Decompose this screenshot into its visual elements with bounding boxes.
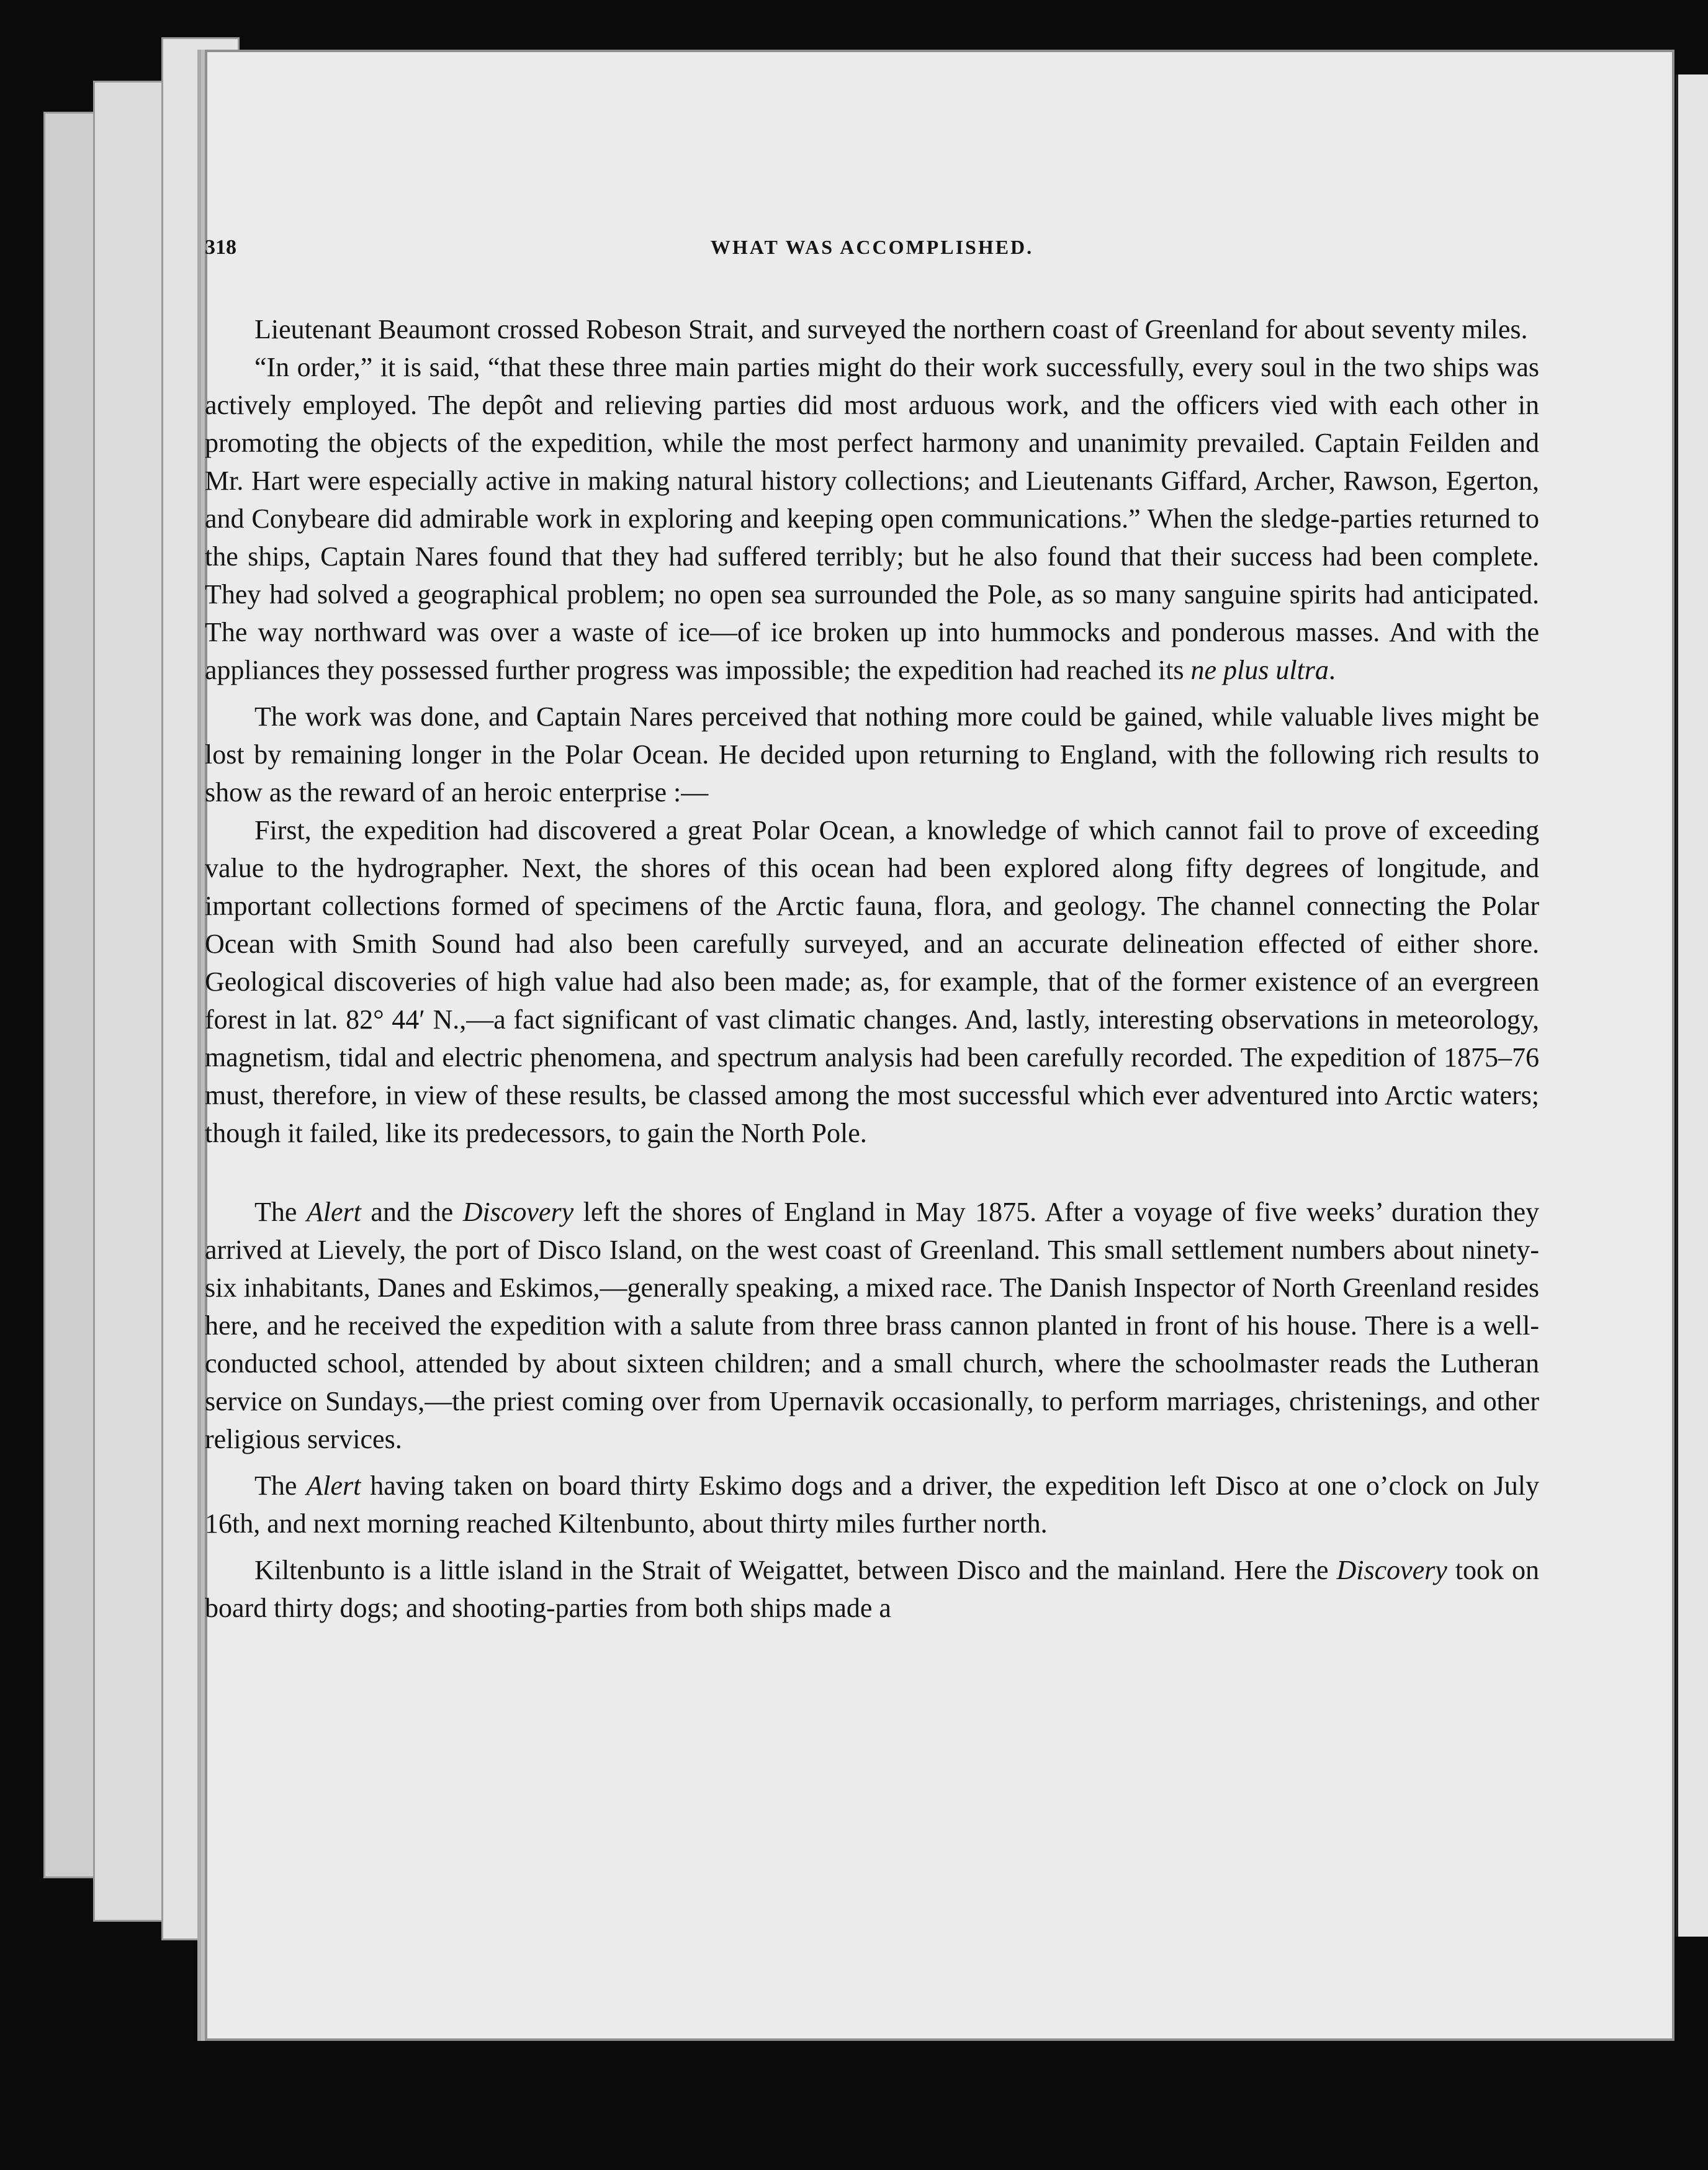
page-header bbox=[205, 186, 1539, 259]
paragraph: The Alert and the Discovery left the shores of England in May 1875. After a voyage of five weeks’ duration they arrived at Lievely, the port of Disco Island, on the west coast of Greenland. This small settlement numbers about ninety-six inhabitants, Danes and Eskimos,—generally speaking, a mixed race. The Danish Inspector of North Greenland resides here, and he received the expedition with a salute from three brass cannon planted in front of his house. There is a well-conducted school, attended by about sixteen children; and a small church, where the schoolmaster reads the Lutheran service on Sundays,—the priest coming over from Upernavik occasionally, to perform marriages, christenings, and other religious services. bbox=[205, 1197, 1540, 1454]
italic-phrase: ne plus ultra bbox=[1190, 655, 1329, 685]
page-number: 318 bbox=[205, 236, 236, 259]
ship-name: Alert bbox=[306, 1197, 361, 1227]
facing-page-edge bbox=[1676, 74, 1708, 1937]
paragraph: First, the expedition had discovered a great Polar Ocean, a knowledge of which cannot fail to prove of exceeding value to the hydrographer. Next, the shores of this ocean had been explored along fifty degrees of longitude, and important collections formed of specimens of the Arctic fauna, flora, and geology. The channel connecting the Polar Ocean with Smith Sound had also been carefully surveyed, and an accurate delineation effected of either shore. Geological discoveries of high value had also been made; as, for example, that of the former existence of an evergreen forest in lat. 82° 44′ N.,—a fact significant of vast climatic changes. And, lastly, interesting observations in meteorology, magnetism, tidal and electric phenomena, and spectrum analysis had been carefully recorded. The expedition of 1875–76 must, therefore, in view of these results, be classed among the most successful which ever adventured into Arctic waters; though it failed, like its predecessors, to gain the North Pole. bbox=[205, 815, 1539, 1148]
paragraph: The work was done, and Captain Nares perceived that nothing more could be gained, while valuable lives might be lost by remaining longer in the Polar Ocean. He decided upon returning to England, with the following rich results to show as the reward of an heroic enterprise :— bbox=[205, 701, 1539, 808]
body-text bbox=[205, 310, 1539, 1627]
ship-name: Discovery bbox=[1336, 1555, 1447, 1585]
running-head: WHAT WAS ACCOMPLISHED. bbox=[710, 236, 1034, 258]
paragraph: “In order,” it is said, “that these three main parties might do their work successfully, every soul in the two ships was actively employed. The depôt and relieving parties did most arduous work, and the officers vied with each other in promoting the objects of the expedition, while the most perfect harmony and unanimity prevailed. Captain Feilden and Mr. Hart were especially active in making natural history collections; and Lieutenants Giffard, Archer, Rawson, Egerton, and Conybeare did admirable work in exploring and keeping open communications.” When the sledge-parties returned to the ships, Captain Nares found that they had suffered terribly; but he also found that their success had been complete. They had solved a geographical problem; no open sea surrounded the Pole, as so many sanguine spirits had anticipated. The way northward was over a waste of ice—of ice broken up into hummocks and ponderous masses. And with the appliances they possessed further progress was impossible; the expedition had reached its ne plus ultra. bbox=[205, 352, 1539, 685]
ship-name: Alert bbox=[306, 1470, 361, 1501]
paragraph: The Alert having taken on board thirty Eskimo dogs and a driver, the expedition left Disco at one o’clock on July 16th, and next morning reached Kiltenbunto, about thirty miles further north. bbox=[205, 1470, 1540, 1539]
page-content bbox=[205, 186, 1539, 1627]
paragraph: Lieutenant Beaumont crossed Robeson Strait, and surveyed the northern coast of Greenland for about seventy miles. bbox=[254, 314, 1528, 344]
ship-name: Discovery bbox=[462, 1197, 574, 1227]
paragraph: Kiltenbunto is a little island in the Strait of Weigattet, between Disco and the mainland. Here the Discovery took on board thirty dogs; and shooting-parties from both ships made a bbox=[205, 1555, 1539, 1623]
